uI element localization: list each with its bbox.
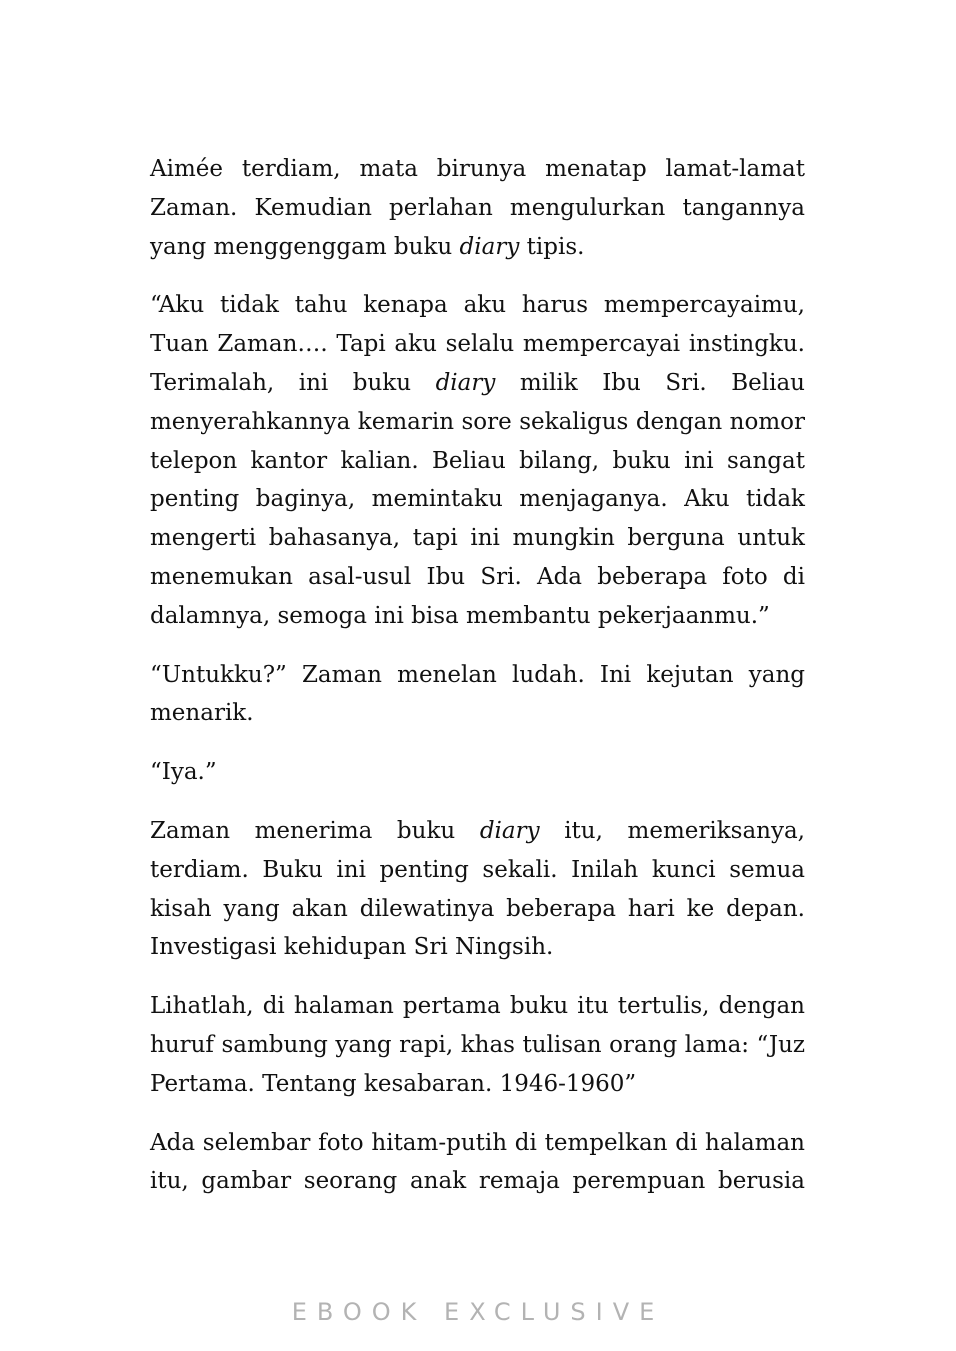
paragraph-3: “Untukku?” Zaman menelan ludah. Ini kejutan yang menarik. [150,661,805,727]
italic-word: diary [435,369,496,396]
italic-word: diary [459,233,520,260]
italic-word: diary [479,817,540,844]
paragraph-2: “Aku tidak tahu kenapa aku harus mempercayaimu, Tuan Zaman…. Tapi aku selalu mempercayai instingku. Terimalah, ini buku diary milik Ibu Sri. Beliau menyerahkannya kemarin sore sekaligus dengan nomor telepon kantor kalian. Beliau bilang, buku ini sangat penting baginya, memintaku menjaganya. Aku tidak mengerti bahasanya, tapi ini mungkin berguna untuk menemukan asal-usul Ibu Sri. Ada beberapa foto di dalamnya, semoga ini bisa membantu pekerjaanmu.” [150,292,805,629]
paragraph-4: “Iya.” [150,759,217,786]
paragraph-6: Lihatlah, di halaman pertama buku itu tertulis, dengan huruf sambung yang rapi, khas tulisan orang lama: “Juz Pertama. Tentang kesabaran. 1946-1960” [150,993,805,1097]
paragraph-7: Ada selembar foto hitam-putih di tempelkan di halaman itu, gambar seorang anak remaja perempuan berusia [150,1129,805,1195]
paragraph-5: Zaman menerima buku diary itu, memeriksanya, terdiam. Buku ini penting sekali. Inilah kunci semua kisah yang akan dilewatinya beberapa hari ke depan. Investigasi kehidupan Sri Ningsih. [150,817,805,961]
paragraph-1: Aimée terdiam, mata birunya menatap lamat-lamat Zaman. Kemudian perlahan mengulurkan tangannya yang menggenggam buku diary tipis. [150,156,805,260]
footer-label: EBOOK EXCLUSIVE [291,1298,665,1326]
body-text [150,150,805,1221]
